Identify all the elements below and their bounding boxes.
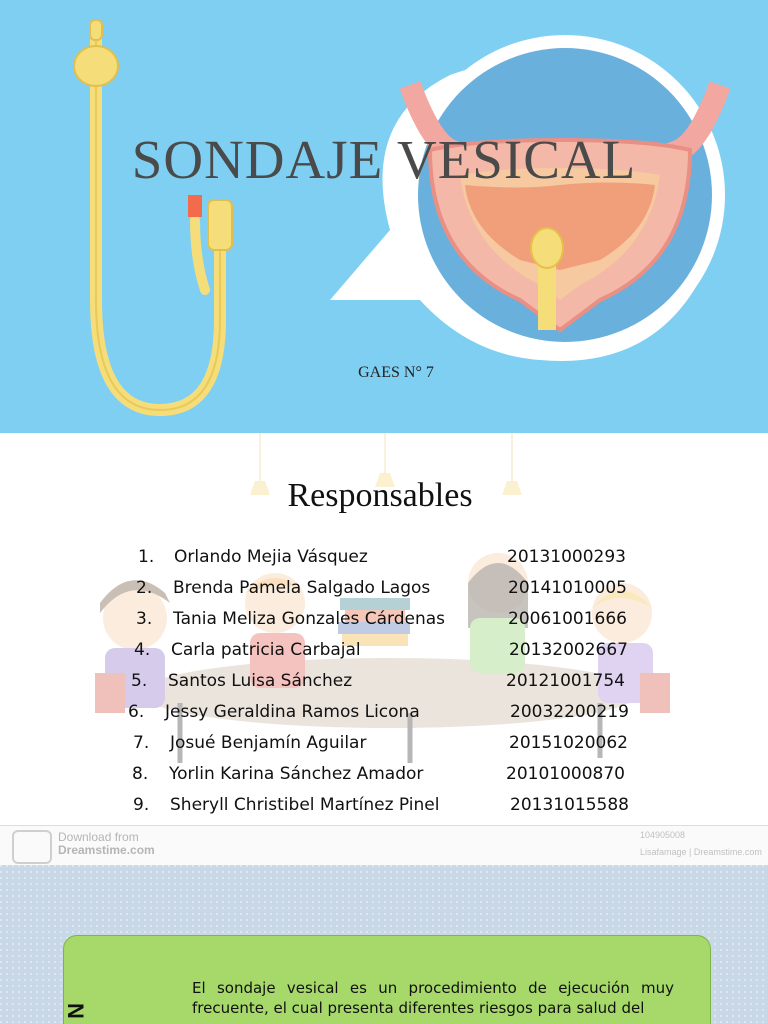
member-id: 20131015588 [510,795,629,815]
member-id: 20151020062 [509,733,628,753]
catheter-branch [195,220,205,290]
watermark-line2: Dreamstime.com [58,843,155,857]
member-id: 20061001666 [508,609,627,629]
responsables-slide [0,433,768,865]
watermark-bar [0,825,768,865]
list-number: 4. [134,640,151,660]
member-name: Carla patricia Carbajal [171,640,361,660]
list-item [0,547,768,573]
watermark-line1: Download from [58,830,139,844]
member-name: Jessy Geraldina Ramos Licona [165,702,420,722]
member-name: Orlando Mejia Vásquez [174,547,368,567]
list-item [0,733,768,759]
balloon [531,228,563,268]
catheter-balloon [74,46,118,86]
side-heading: N [63,1003,88,1019]
member-name: Sheryll Christibel Martínez Pinel [170,795,440,815]
slide-title: SONDAJE VESICAL [131,129,637,190]
catheter-valve [188,195,202,217]
list-item [0,795,768,821]
slide-subtitle: GAES N° 7 [358,364,434,381]
member-id: 20101000870 [506,764,625,784]
watermark-id: 104905008 [640,830,686,840]
member-name: Yorlin Karina Sánchez Amador [169,764,424,784]
member-id: 20032200219 [510,702,629,722]
list-item [0,671,768,697]
catheter-port [208,200,232,250]
list-item [0,578,768,604]
member-name: Tania Meliza Gonzales Cárdenas [173,609,446,629]
member-name: Josué Benjamín Aguilar [170,733,367,753]
catheter-tip [90,20,102,40]
list-item [0,764,768,790]
list-item [0,640,768,666]
definition-box [63,935,711,1024]
member-name: Santos Luisa Sánchez [168,671,353,691]
definition-text: El sondaje vesical es un procedimiento de ejecución muy frecuente, el cual presenta diferentes riesgos para salud del [192,979,674,1017]
member-id: 20141010005 [508,578,627,598]
list-number: 2. [136,578,153,598]
member-id: 20121001754 [506,671,625,691]
list-item [0,609,768,635]
catheter-tube [96,40,220,410]
list-number: 1. [138,547,155,567]
member-name: Brenda Pamela Salgado Lagos [173,578,431,598]
list-number: 7. [133,733,150,753]
member-id: 20132002667 [509,640,628,660]
watermark-credit: Lisafamage | Dreamstime.com [640,847,762,857]
list-number: 3. [136,609,153,629]
dreamstime-logo-icon [12,830,52,864]
title-slide [0,0,768,433]
definition-slide [0,865,768,1024]
list-item [0,702,768,728]
list-number: 8. [132,764,149,784]
list-number: 6. [128,702,145,722]
list-number: 9. [133,795,150,815]
responsables-heading: Responsables [287,477,473,514]
catheter-tube-outline [96,40,220,410]
list-number: 5. [131,671,148,691]
member-id: 20131000293 [507,547,626,567]
